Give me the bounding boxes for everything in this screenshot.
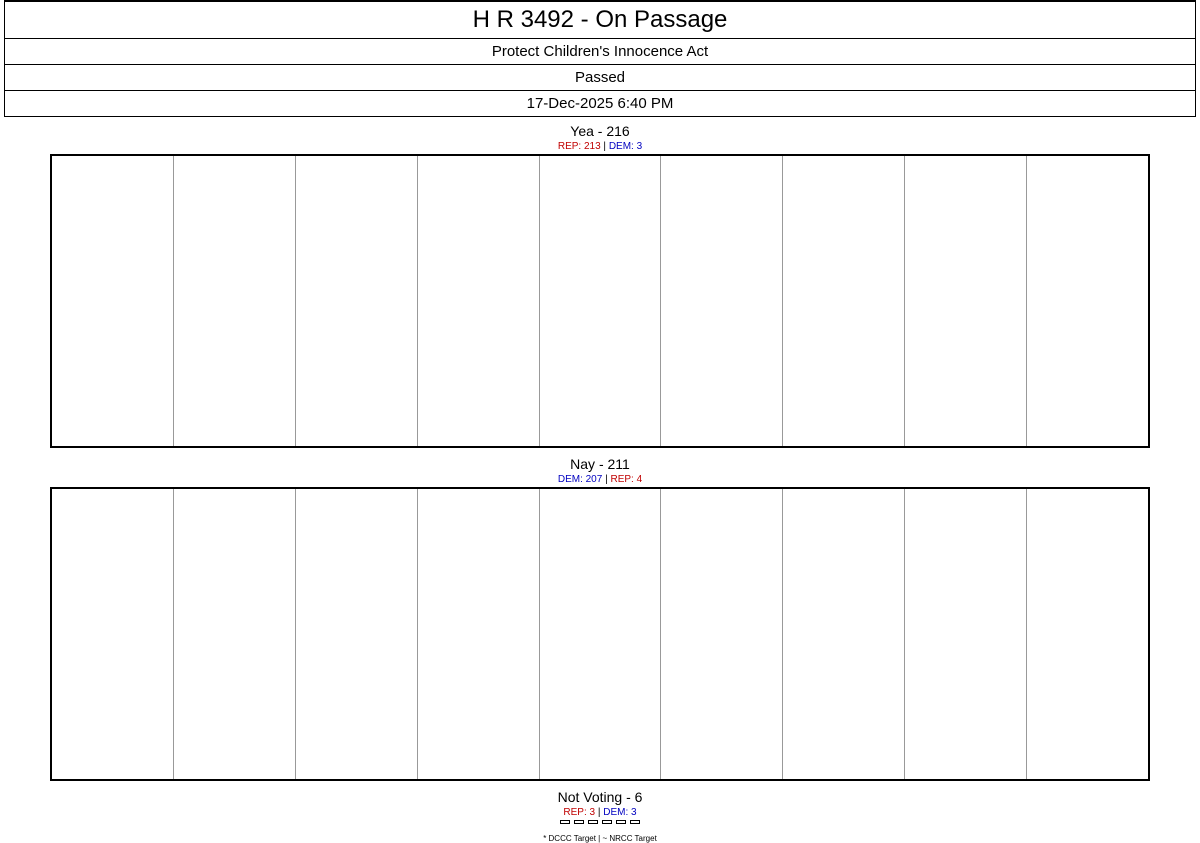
yea-dem-count: DEM: 3 <box>608 141 643 152</box>
yea-panel <box>50 154 1150 448</box>
not-voting-member <box>616 820 626 824</box>
not-voting-member <box>602 820 612 824</box>
yea-column-7 <box>783 156 905 446</box>
yea-heading: Yea - 216 <box>570 123 630 139</box>
not-voting-member <box>588 820 598 824</box>
target-legend: * DCCC Target | ~ NRCC Target <box>543 834 657 843</box>
yea-column-9 <box>1027 156 1148 446</box>
nay-column-4 <box>418 489 540 779</box>
vote-result: Passed <box>4 65 1196 91</box>
yea-counts: REP: 213 | DEM: 3 <box>557 141 643 152</box>
not-voting-row <box>0 820 1200 824</box>
bill-name: Protect Children's Innocence Act <box>4 39 1196 65</box>
yea-rep-count: REP: 213 <box>557 141 601 152</box>
nay-column-7 <box>783 489 905 779</box>
nay-column-9 <box>1027 489 1148 779</box>
nay-dem-count: DEM: 207 <box>557 474 603 485</box>
not-voting-rep-count: REP: 3 <box>563 807 596 818</box>
nay-column-6 <box>661 489 783 779</box>
nay-heading: Nay - 211 <box>570 456 630 472</box>
not-voting-dem-count: DEM: 3 <box>603 807 637 818</box>
yea-column-8 <box>905 156 1027 446</box>
yea-column-2 <box>174 156 296 446</box>
nay-column-3 <box>296 489 418 779</box>
not-voting-heading: Not Voting - 6 <box>557 789 643 805</box>
yea-column-5 <box>540 156 662 446</box>
not-voting-member <box>560 820 570 824</box>
nay-counts: DEM: 207 | REP: 4 <box>557 474 643 485</box>
not-voting-counts: REP: 3 | DEM: 3 <box>563 807 637 818</box>
bill-title: H R 3492 - On Passage <box>4 0 1196 39</box>
yea-column-1 <box>52 156 174 446</box>
not-voting-member <box>630 820 640 824</box>
nay-column-8 <box>905 489 1027 779</box>
nay-column-1 <box>52 489 174 779</box>
nay-column-2 <box>174 489 296 779</box>
vote-datetime: 17-Dec-2025 6:40 PM <box>4 91 1196 117</box>
nay-panel <box>50 487 1150 781</box>
yea-column-4 <box>418 156 540 446</box>
nay-rep-count: REP: 4 <box>610 474 643 485</box>
not-voting-member <box>574 820 584 824</box>
yea-column-3 <box>296 156 418 446</box>
yea-column-6 <box>661 156 783 446</box>
nay-column-5 <box>540 489 662 779</box>
